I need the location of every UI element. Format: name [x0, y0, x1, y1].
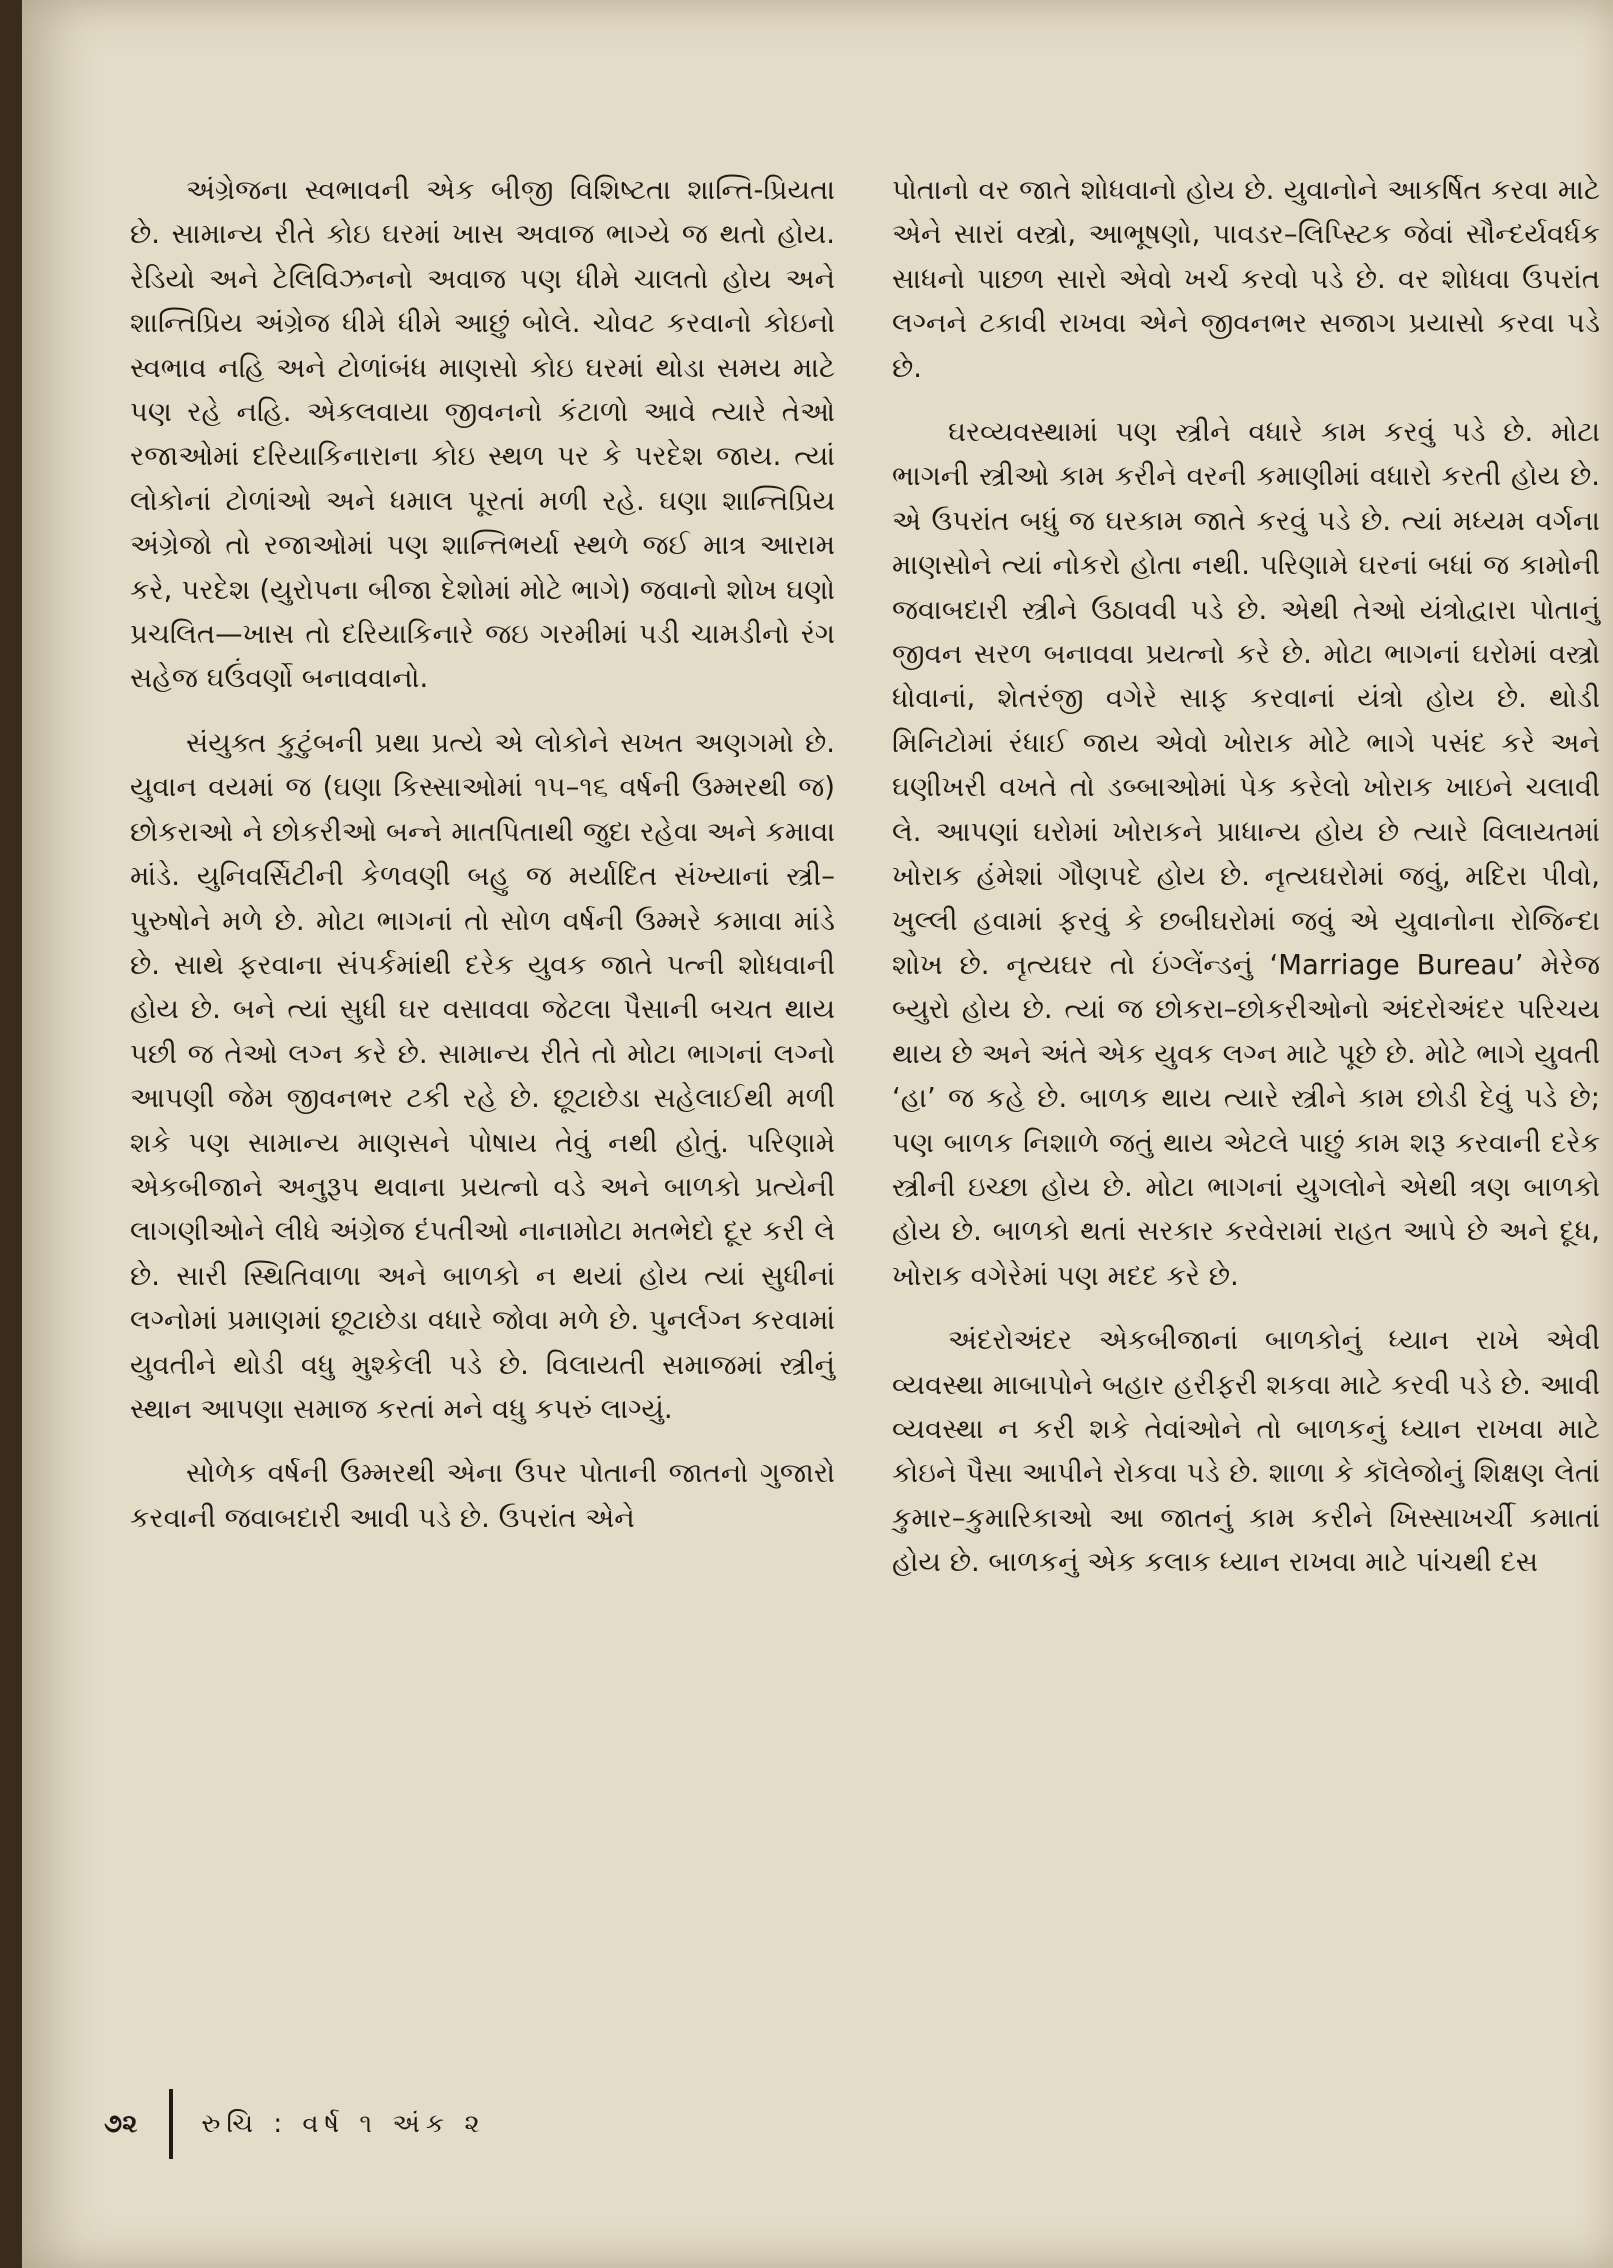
- footer-divider: [169, 2089, 173, 2159]
- left-column: [130, 168, 835, 1540]
- magazine-page: [22, 0, 1613, 2268]
- right-column: [892, 168, 1600, 1585]
- journal-name: રુચિ : વર્ષ ૧ અંક ૨: [201, 2108, 486, 2139]
- paragraph: સંયુક્ત કુટુંબની પ્રથા પ્રત્યે એ લોકોને સખત અણગમો છે. યુવાન વયમાં જ (ઘણા કિસ્સાઓમાં ૧૫–૧૬ વર્ષની ઉમ્મરથી જ) છોકરાઓ ને છોકરીઓ બન્ને માતપિતાથી જુદા રહેવા અને કમાવા માંડે. યુનિવર્સિટીની કેળવણી બહુ જ મર્યાદિત સંખ્યાનાં સ્ત્રી–પુરુષોને મળે છે. મોટા ભાગનાં તો સોળ વર્ષની ઉમ્મરે કમાવા માંડે છે. સાથે ફરવાના સંપર્કમાંથી દરેક યુવક જાતે પત્ની શોધવાની હોય છે. બને ત્યાં સુધી ઘર વસાવવા જેટલા પૈસાની બચત થાય પછી જ તેઓ લગ્ન કરે છે. સામાન્ય રીતે તો મોટા ભાગનાં લગ્નો આપણી જેમ જીવનભર ટકી રહે છે. છૂટાછેડા સહેલાઈથી મળી શકે પણ સામાન્ય માણસને પોષાય તેવું નથી હોતું. પરિણામે એકબીજાને અનુરૂપ થવાના પ્રયત્નો વડે અને બાળકો પ્રત્યેની લાગણીઓને લીધે અંગ્રેજ દંપતીઓ નાનામોટા મતભેદો દૂર કરી લે છે. સારી સ્થિતિવાળા અને બાળકો ન થયાં હોય ત્યાં સુધીનાં લગ્નોમાં પ્રમાણમાં છૂટાછેડા વધારે જોવા મળે છે. પુનર્લગ્ન કરવામાં યુવતીને થોડી વધુ મુશ્કેલી પડે છે. વિલાયતી સમાજમાં સ્ત્રીનું સ્થાન આપણા સમાજ કરતાં મને વધુ કપરું લાગ્યું.: [130, 726, 835, 1425]
- page-number: ૭૨: [104, 2108, 138, 2139]
- page-footer: [104, 2102, 486, 2146]
- paragraph: સોળેક વર્ષની ઉમ્મરથી એના ઉપર પોતાની જાતનો ગુજારો કરવાની જવાબદારી આવી પડે છે. ઉપરાંત એને: [130, 1457, 835, 1534]
- paragraph: ઘરવ્યવસ્થામાં પણ સ્ત્રીને વધારે કામ કરવું પડે છે. મોટા ભાગની સ્ત્રીઓ કામ કરીને વરની કમાણીમાં વધારો કરતી હોય છે. એ ઉપરાંત બધું જ ઘરકામ જાતે કરવું પડે છે. ત્યાં મધ્યમ વર્ગના માણસોને ત્યાં નોકરો હોતા નથી. પરિણામે ઘરનાં બધાં જ કામોની જવાબદારી સ્ત્રીને ઉઠાવવી પડે છે. એથી તેઓ યંત્રોદ્વારા પોતાનું જીવન સરળ બનાવવા પ્રયત્નો કરે છે. મોટા ભાગનાં ઘરોમાં વસ્ત્રો ધોવાનાં, શેતરંજી વગેરે સાફ કરવાનાં યંત્રો હોય છે. થોડી મિનિટોમાં રંધાઈ જાય એવો ખોરાક મોટે ભાગે પસંદ કરે અને ઘણીખરી વખતે તો ડબ્બાઓમાં પેક કરેલો ખોરાક ખાઇને ચલાવી લે. આપણાં ઘરોમાં ખોરાકને પ્રાધાન્ય હોય છે ત્યારે વિલાયતમાં ખોરાક હંમેશાં ગૌણપદે હોય છે. નૃત્યઘરોમાં જવું, મદિરા પીવો, ખુલ્લી હવામાં ફરવું કે છબીઘરોમાં જવું એ યુવાનોના રોજિન્દા શોખ છે. નૃત્યઘર તો ઇંગ્લેંન્ડનું ‘Marriage Bureau’ મેરેજ બ્યુરો હોય છે. ત્યાં જ છોકરા–છોકરીઓનો અંદરોઅંદર પરિચય થાય છે અને અંતે એક યુવક લગ્ન માટે પૂછે છે. મોટે ભાગે યુવતી ‘હા’ જ કહે છે. બાળક થાય ત્યારે સ્ત્રીને કામ છોડી દેવું પડે છે; પણ બાળક નિશાળે જતું થાય એટલે પાછું કામ શરૂ કરવાની દરેક સ્ત્રીની ઇચ્છા હોય છે. મોટા ભાગનાં યુગલોને એથી ત્રણ બાળકો હોય છે. બાળકો થતાં સરકાર કરવેરામાં રાહત આપે છે અને દૂધ, ખોરાક વગેરેમાં પણ મદદ કરે છે.: [892, 416, 1600, 1292]
- paragraph: પોતાનો વર જાતે શોધવાનો હોય છે. યુવાનોને આકર્ષિત કરવા માટે એને સારાં વસ્ત્રો, આભૂષણો, પાવડર–લિપ્સ્ટિક જેવાં સૌન્દર્યવર્ધક સાધનો પાછળ સારો એવો ખર્ચ કરવો પડે છે. વર શોધવા ઉપરાંત લગ્નને ટકાવી રાખવા એને જીવનભર સજાગ પ્રયાસો કરવા પડે છે.: [892, 174, 1600, 384]
- paragraph: અંદરોઅંદર એકબીજાનાં બાળકોનું ધ્યાન રાખે એવી વ્યવસ્થા માબાપોને બહાર હરીફરી શકવા માટે કરવી પડે છે. આવી વ્યવસ્થા ન કરી શકે તેવાંઓને તો બાળકનું ધ્યાન રાખવા માટે કોઇને પૈસા આપીને રોકવા પડે છે. શાળા કે કૉલેજોનું શિક્ષણ લેતાં કુમાર–કુમારિકાઓ આ જાતનું કામ કરીને ખિસ્સાખર્ચી કમાતાં હોય છે. બાળકનું એક કલાક ધ્યાન રાખવા માટે પાંચથી દસ: [892, 1324, 1600, 1579]
- paragraph: અંગ્રેજના સ્વભાવની એક બીજી વિશિષ્ટતા શાન્તિ-પ્રિયતા છે. સામાન્ય રીતે કોઇ ઘરમાં ખાસ અવાજ ભાગ્યે જ થતો હોય. રેડિયો અને ટેલિવિઝનનો અવાજ પણ ધીમે ચાલતો હોય અને શાન્તિપ્રિય અંગ્રેજ ધીમે ધીમે આછું બોલે. ચોવટ કરવાનો કોઇનો સ્વભાવ નહિ અને ટોળાંબંધ માણસો કોઇ ઘરમાં થોડા સમય માટે પણ રહે નહિ. એકલવાયા જીવનનો કંટાળો આવે ત્યારે તેઓ રજાઓમાં દરિયાકિનારાના કોઇ સ્થળ પર કે પરદેશ જાય. ત્યાં લોકોનાં ટોળાંઓ અને ધમાલ પૂરતાં મળી રહે. ઘણા શાન્તિપ્રિય અંગ્રેજો તો રજાઓમાં પણ શાન્તિભર્યા સ્થળે જઈ માત્ર આરામ કરે, પરદેશ (યુરોપના બીજા દેશોમાં મોટે ભાગે) જવાનો શોખ ઘણો પ્રચલિત—ખાસ તો દરિયાકિનારે જઇ ગરમીમાં પડી ચામડીનો રંગ સહેજ ઘઉંવર્ણો બનાવવાનો.: [130, 174, 835, 695]
